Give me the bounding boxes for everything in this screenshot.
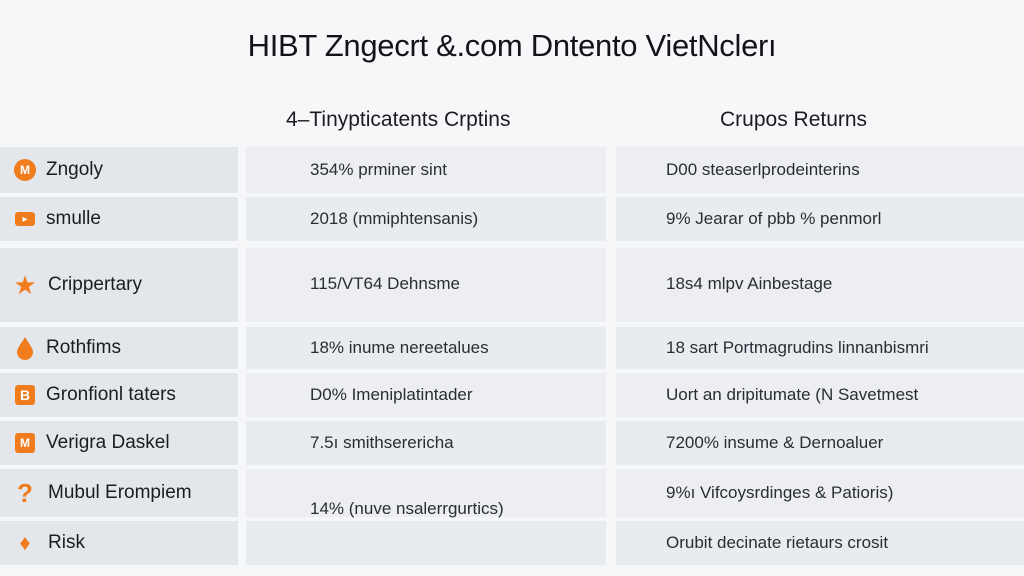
cell-text: 18s4 mlpv Ainbestage [666, 274, 833, 293]
m-circle-icon: M [12, 157, 38, 183]
cell-text: 18 sart Portmagrudins linnanbismri [666, 338, 929, 357]
returns-cell [616, 421, 1024, 465]
row-label: Gronfionl taters [46, 384, 176, 405]
cell-text: 2018 (mmiphtensanis) [310, 209, 479, 228]
crptins-cell [246, 469, 606, 517]
b-square-icon: B [12, 382, 38, 408]
star-icon: ★ [13, 270, 37, 300]
crptins-cell [246, 373, 606, 417]
table-row [0, 248, 1024, 322]
cell-text: 7200% insume & Dernoaluer [666, 433, 884, 452]
drop-icon [12, 335, 38, 361]
crptins-cell [246, 197, 606, 241]
row-label-cell [0, 147, 238, 193]
returns-cell [616, 327, 1024, 369]
returns-cell [616, 373, 1024, 417]
row-label-cell [0, 197, 238, 241]
table-row [0, 521, 1024, 565]
crptins-cell [246, 327, 606, 369]
returns-cell [616, 248, 1024, 322]
row-label-cell [0, 469, 238, 517]
row-label-cell [0, 421, 238, 465]
table-row [0, 197, 1024, 241]
question-icon: ? [17, 478, 33, 508]
returns-cell [616, 147, 1024, 193]
cell-text: 14% (nuve nsalerrgurtics) [310, 499, 504, 518]
cell-text: 115/VT64 Dehnsme [310, 274, 460, 293]
crptins-cell [246, 421, 606, 465]
cell-text: 9% Jearar of pbb % penmorl [666, 209, 882, 228]
row-label: smulle [46, 208, 101, 229]
row-label-cell [0, 521, 238, 565]
crptins-cell [246, 248, 606, 322]
row-label: Mubul Erompiem [48, 482, 192, 503]
cell-text: 9%ı Vifcoysrdinges & Patioris) [666, 483, 894, 502]
returns-cell [616, 197, 1024, 241]
column-header-crptins: 4–Tinypticatents Crptins [286, 108, 511, 131]
arrow-tag-icon: ▸ [12, 206, 38, 232]
cell-text: Uort an dripitumate (N Savetmest [666, 385, 919, 404]
row-label: Risk [48, 532, 85, 553]
column-header-returns: Crupos Returns [720, 108, 868, 131]
crptins-cell [246, 521, 606, 565]
cell-text: D0% Imeniplatintader [310, 385, 473, 404]
table-row [0, 327, 1024, 369]
row-label-cell [0, 248, 238, 322]
table-row [0, 147, 1024, 193]
table-row [0, 469, 1024, 517]
page-title: HIBT Zngecrt &.com Dntento VietNclerı [247, 28, 777, 63]
cell-text: 7.5ı smithserericha [310, 433, 454, 452]
cell-text: Orubit decinate rietaurs crosit [666, 533, 889, 552]
cell-text: 18% inume nereetalues [310, 338, 489, 357]
row-label: Verigra Daskel [46, 432, 170, 453]
returns-cell [616, 469, 1024, 517]
m-badge-icon: M [12, 430, 38, 456]
crptins-cell [246, 147, 606, 193]
cell-text: D00 steaserlprodeinterins [666, 160, 860, 179]
row-label: Crippertary [48, 274, 142, 295]
diamond-icon: ♦ [19, 530, 31, 555]
cell-text: 354% prminer sint [310, 160, 448, 179]
table-row [0, 373, 1024, 417]
returns-cell [616, 521, 1024, 565]
table-row [0, 421, 1024, 465]
row-label-cell [0, 373, 238, 417]
row-label: Rothfims [46, 337, 121, 358]
row-label: Zngoly [46, 159, 104, 180]
row-label-cell [0, 327, 238, 369]
